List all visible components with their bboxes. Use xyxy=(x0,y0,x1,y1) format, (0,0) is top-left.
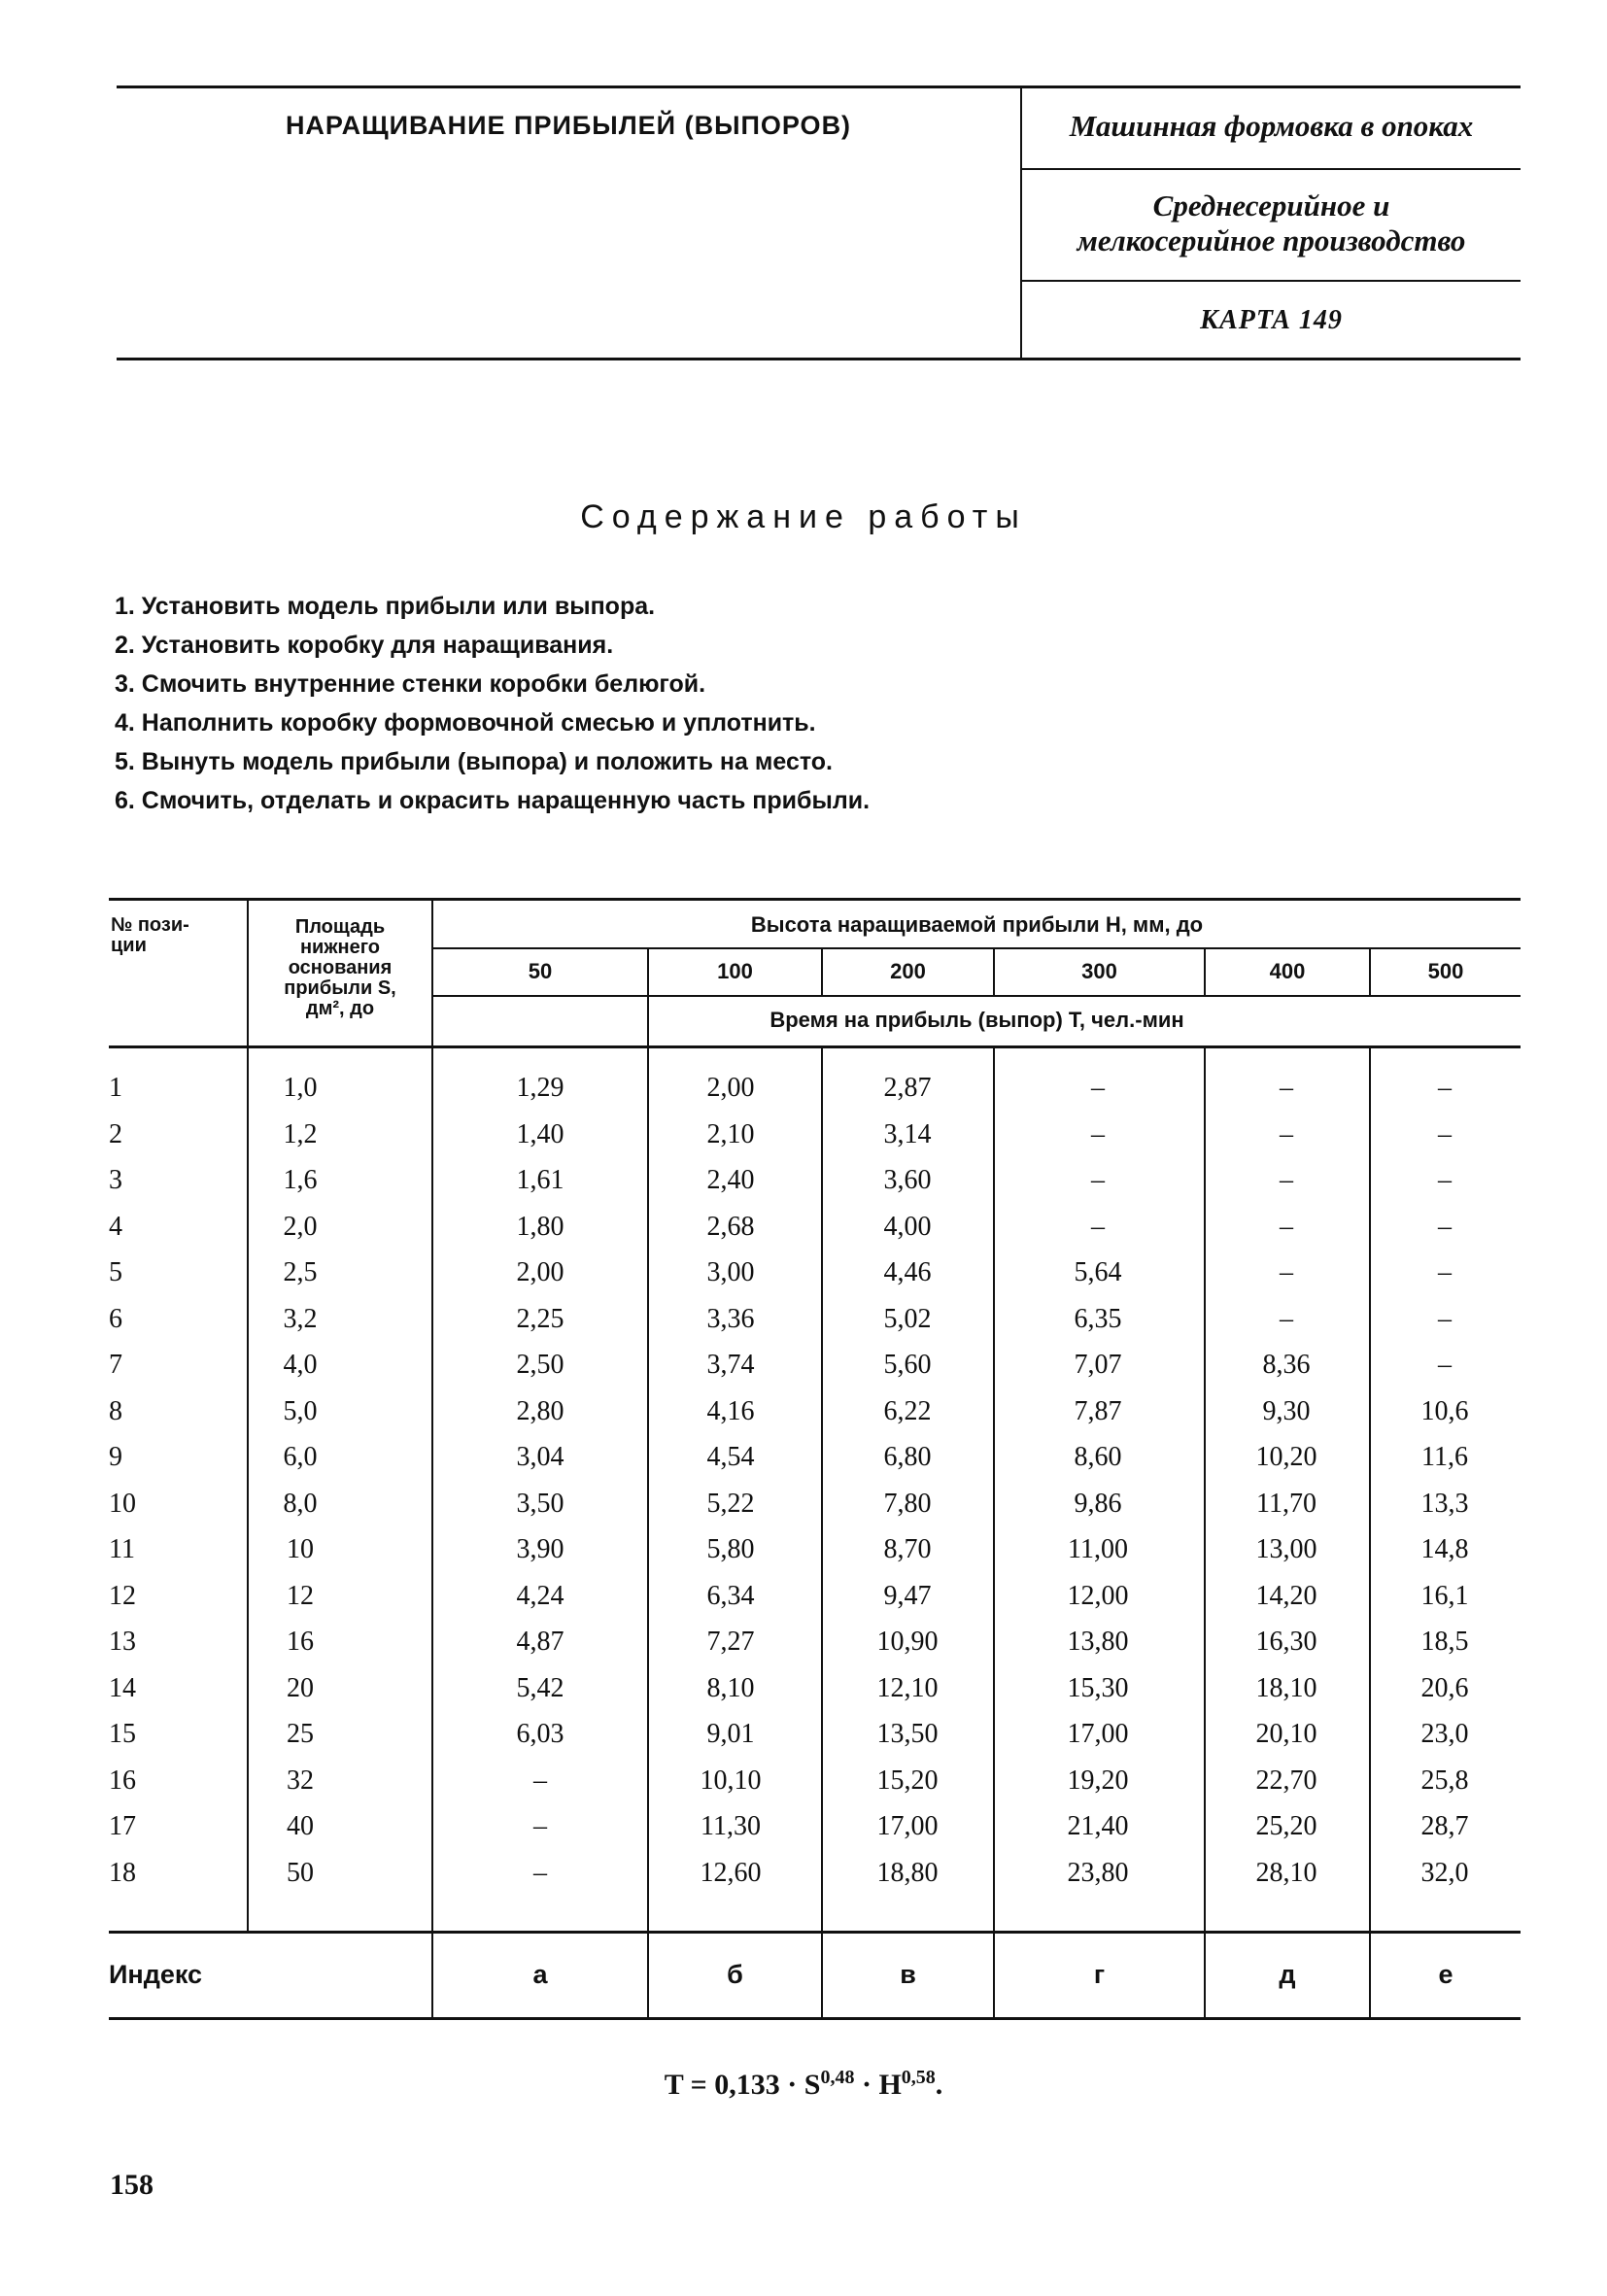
table-body-bottom-rule xyxy=(109,1931,1521,1934)
time-value: 8,10 xyxy=(706,1672,755,1703)
index-a: а xyxy=(532,1960,548,1989)
index-label: Индекс xyxy=(109,1960,203,1989)
row-position: 13 xyxy=(109,1627,136,1657)
time-value: 3,04 xyxy=(516,1442,564,1472)
row-position: 14 xyxy=(109,1672,136,1703)
time-value: – xyxy=(1280,1165,1293,1195)
time-value: – xyxy=(1091,1118,1105,1149)
header-cell-divider xyxy=(1022,168,1521,170)
time-value: 16,1 xyxy=(1420,1580,1469,1611)
time-value: 5,64 xyxy=(1074,1257,1122,1287)
formula-lhs: T = 0,133 · S xyxy=(664,2069,821,2101)
row-position: 16 xyxy=(109,1765,136,1796)
index-g: г xyxy=(1093,1960,1106,1989)
time-value: 7,87 xyxy=(1074,1395,1122,1426)
time-value: 17,00 xyxy=(876,1811,939,1841)
formula-mid: · H xyxy=(854,2069,902,2101)
time-value: 2,87 xyxy=(883,1073,932,1103)
time-value: 15,20 xyxy=(876,1765,939,1796)
time-value: 4,24 xyxy=(516,1580,564,1611)
time-value: 3,00 xyxy=(706,1257,755,1287)
time-value: 12,00 xyxy=(1067,1580,1129,1611)
time-value: 12,10 xyxy=(876,1672,939,1703)
table-column-rule xyxy=(1204,1045,1206,2017)
time-value: 11,70 xyxy=(1256,1488,1316,1519)
time-value: 7,07 xyxy=(1074,1350,1122,1380)
table-column-rule xyxy=(431,898,433,2017)
table-rule xyxy=(431,947,1521,949)
header-bottom-rule xyxy=(117,358,1521,360)
time-value: 3,74 xyxy=(706,1350,755,1380)
height-400-header: 400 xyxy=(1269,959,1306,983)
time-value: 4,46 xyxy=(883,1257,932,1287)
formula-exponent-s: 0,48 xyxy=(820,2067,855,2088)
time-value: 7,27 xyxy=(706,1627,755,1657)
row-position: 12 xyxy=(109,1580,136,1611)
time-value: 3,50 xyxy=(516,1488,564,1519)
area-column-header: Площадь нижнего основания прибыли S, дм², до xyxy=(284,916,396,1019)
work-step: 6. Смочить, отделать и окрасить наращенную часть прибыли. xyxy=(115,787,871,814)
card-number: КАРТА 149 xyxy=(1200,305,1343,335)
row-position: 18 xyxy=(109,1857,136,1888)
time-value: 10,20 xyxy=(1255,1442,1317,1472)
time-value: 2,00 xyxy=(706,1073,755,1103)
index-v: в xyxy=(900,1960,916,1989)
row-area: 32 xyxy=(287,1765,314,1796)
row-area: 8,0 xyxy=(283,1488,318,1519)
time-value: 16,30 xyxy=(1255,1627,1317,1657)
header-cell-divider xyxy=(1022,280,1521,282)
time-value: 25,20 xyxy=(1255,1811,1317,1841)
page-number: 158 xyxy=(110,2169,154,2201)
time-value: 18,80 xyxy=(876,1857,939,1888)
row-position: 11 xyxy=(109,1534,135,1564)
row-position: 17 xyxy=(109,1811,136,1841)
time-value: – xyxy=(1280,1073,1293,1103)
row-area: 3,2 xyxy=(283,1303,318,1334)
production-type-line-2: мелкосерийное производство xyxy=(1077,223,1466,257)
time-value: 6,03 xyxy=(516,1719,564,1749)
time-value: 2,68 xyxy=(706,1211,755,1242)
time-value: 6,80 xyxy=(883,1442,932,1472)
time-value: – xyxy=(1091,1073,1105,1103)
row-area: 25 xyxy=(287,1719,314,1749)
work-step: 5. Вынуть модель прибыли (выпора) и положить на место. xyxy=(115,748,833,775)
time-value: 8,70 xyxy=(883,1534,932,1564)
time-value: 32,0 xyxy=(1420,1857,1469,1888)
time-value: 10,90 xyxy=(876,1627,939,1657)
time-value: 23,0 xyxy=(1420,1719,1469,1749)
index-d: д xyxy=(1279,1960,1296,1989)
page-title: НАРАЩИВАНИЕ ПРИБЫЛЕЙ (ВЫПОРОВ) xyxy=(285,111,852,140)
time-value: 6,34 xyxy=(706,1580,755,1611)
time-value: 18,5 xyxy=(1420,1627,1469,1657)
time-value: 11,30 xyxy=(701,1811,761,1841)
time-value: 9,30 xyxy=(1262,1395,1311,1426)
time-value: 9,01 xyxy=(706,1719,755,1749)
time-value: – xyxy=(533,1765,547,1796)
time-value: 7,80 xyxy=(883,1488,932,1519)
time-norm-table xyxy=(109,898,1521,2020)
work-step: 4. Наполнить коробку формовочной смесью и уплотнить. xyxy=(115,709,816,737)
row-position: 7 xyxy=(109,1350,122,1380)
time-value: 4,87 xyxy=(516,1627,564,1657)
time-value: 9,86 xyxy=(1074,1488,1122,1519)
time-value: 5,60 xyxy=(883,1350,932,1380)
time-value: 10,6 xyxy=(1420,1395,1469,1426)
row-area: 6,0 xyxy=(283,1442,318,1472)
row-position: 15 xyxy=(109,1719,136,1749)
time-value: 2,25 xyxy=(516,1303,564,1334)
row-position: 1 xyxy=(109,1073,122,1103)
time-value: 11,6 xyxy=(1421,1442,1468,1472)
time-value: 2,50 xyxy=(516,1350,564,1380)
table-bottom-rule xyxy=(109,2017,1521,2020)
row-position: 2 xyxy=(109,1118,122,1149)
forming-method: Машинная формовка в опоках xyxy=(1069,109,1474,143)
time-value: 1,61 xyxy=(516,1165,564,1195)
time-value: 3,90 xyxy=(516,1534,564,1564)
time-value: 18,10 xyxy=(1255,1672,1317,1703)
row-area: 1,6 xyxy=(283,1165,318,1195)
height-500-header: 500 xyxy=(1427,959,1464,983)
production-type-line-1: Среднесерийное и xyxy=(1152,188,1390,223)
row-area: 2,0 xyxy=(283,1211,318,1242)
time-value: 13,00 xyxy=(1255,1534,1317,1564)
time-value: 22,70 xyxy=(1255,1765,1317,1796)
production-type xyxy=(1022,188,1521,258)
row-area: 10 xyxy=(287,1534,314,1564)
row-position: 10 xyxy=(109,1488,136,1519)
time-value: – xyxy=(533,1857,547,1888)
formula-end: . xyxy=(935,2069,943,2101)
header-top-rule xyxy=(117,86,1521,88)
time-value: 1,80 xyxy=(516,1211,564,1242)
time-value: 4,54 xyxy=(706,1442,755,1472)
height-200-header: 200 xyxy=(890,959,926,983)
time-value: – xyxy=(1438,1073,1452,1103)
time-value: 6,22 xyxy=(883,1395,932,1426)
time-value: – xyxy=(533,1811,547,1841)
time-value: 5,42 xyxy=(516,1672,564,1703)
time-value: 15,30 xyxy=(1067,1672,1129,1703)
time-value: 23,80 xyxy=(1067,1857,1129,1888)
time-value: 13,3 xyxy=(1420,1488,1469,1519)
time-value: 11,00 xyxy=(1068,1534,1128,1564)
index-b: б xyxy=(727,1960,743,1989)
table-column-rule xyxy=(993,1045,995,2017)
time-value: 2,40 xyxy=(706,1165,755,1195)
row-position: 8 xyxy=(109,1395,122,1426)
time-value: – xyxy=(1280,1303,1293,1334)
row-area: 40 xyxy=(287,1811,314,1841)
time-value: – xyxy=(1280,1257,1293,1287)
time-value: 2,80 xyxy=(516,1395,564,1426)
time-value: 8,60 xyxy=(1074,1442,1122,1472)
time-value: 5,22 xyxy=(706,1488,755,1519)
row-area: 20 xyxy=(287,1672,314,1703)
row-area: 12 xyxy=(287,1580,314,1611)
work-steps-list xyxy=(115,587,870,820)
table-header-bottom-rule xyxy=(109,1045,1521,1048)
height-300-header: 300 xyxy=(1081,959,1117,983)
row-area: 4,0 xyxy=(283,1350,318,1380)
time-value: 6,35 xyxy=(1074,1303,1122,1334)
time-value: – xyxy=(1438,1303,1452,1334)
row-area: 2,5 xyxy=(283,1257,318,1287)
time-value: – xyxy=(1438,1118,1452,1149)
table-top-rule xyxy=(109,898,1521,901)
time-value: 17,00 xyxy=(1067,1719,1129,1749)
time-value: 8,36 xyxy=(1262,1350,1311,1380)
row-position: 6 xyxy=(109,1303,122,1334)
time-value: – xyxy=(1280,1211,1293,1242)
time-value: 2,00 xyxy=(516,1257,564,1287)
time-value: – xyxy=(1091,1165,1105,1195)
row-area: 1,2 xyxy=(283,1118,318,1149)
table-rule xyxy=(431,995,1521,997)
table-column-rule xyxy=(1369,1045,1371,2017)
time-value: 25,8 xyxy=(1420,1765,1469,1796)
time-value: 1,29 xyxy=(516,1073,564,1103)
time-value: 20,10 xyxy=(1255,1719,1317,1749)
time-value: 28,7 xyxy=(1420,1811,1469,1841)
height-header: Высота наращиваемой прибыли H, мм, до xyxy=(750,912,1204,937)
time-value: 5,80 xyxy=(706,1534,755,1564)
time-value: – xyxy=(1438,1350,1452,1380)
time-value: 3,36 xyxy=(706,1303,755,1334)
time-header: Время на прибыль (выпор) T, чел.-мин xyxy=(769,1008,1184,1032)
row-position: 9 xyxy=(109,1442,122,1472)
section-title: Содержание работы xyxy=(580,498,1027,535)
height-50-header: 50 xyxy=(528,959,553,983)
table-column-rule xyxy=(821,1045,823,2017)
time-value: – xyxy=(1280,1118,1293,1149)
time-value: 5,02 xyxy=(883,1303,932,1334)
index-e: е xyxy=(1438,1960,1453,1989)
height-100-header: 100 xyxy=(717,959,753,983)
time-value: 20,6 xyxy=(1420,1672,1469,1703)
time-formula xyxy=(0,2067,1607,2102)
time-value: – xyxy=(1438,1257,1452,1287)
row-area: 50 xyxy=(287,1857,314,1888)
time-value: 14,20 xyxy=(1255,1580,1317,1611)
time-value: 13,50 xyxy=(876,1719,939,1749)
time-value: 14,8 xyxy=(1420,1534,1469,1564)
row-position: 4 xyxy=(109,1211,122,1242)
time-value: 10,10 xyxy=(700,1765,762,1796)
time-value: 19,20 xyxy=(1067,1765,1129,1796)
row-area: 16 xyxy=(287,1627,314,1657)
card-header xyxy=(117,86,1521,360)
time-value: – xyxy=(1091,1211,1105,1242)
time-value: 13,80 xyxy=(1067,1627,1129,1657)
time-value: 4,16 xyxy=(706,1395,755,1426)
position-column-header: № пози- ции xyxy=(111,914,189,956)
row-area: 5,0 xyxy=(283,1395,318,1426)
time-value: – xyxy=(1438,1211,1452,1242)
time-value: – xyxy=(1438,1165,1452,1195)
time-value: 3,60 xyxy=(883,1165,932,1195)
work-step: 3. Смочить внутренние стенки коробки белюгой. xyxy=(115,670,706,698)
table-column-rule xyxy=(647,947,649,2017)
work-step: 1. Установить модель прибыли или выпора. xyxy=(115,593,656,620)
time-value: 1,40 xyxy=(516,1118,564,1149)
row-position: 3 xyxy=(109,1165,122,1195)
time-value: 2,10 xyxy=(706,1118,755,1149)
work-step: 2. Установить коробку для наращивания. xyxy=(115,632,614,659)
time-value: 9,47 xyxy=(883,1580,932,1611)
row-position: 5 xyxy=(109,1257,122,1287)
time-value: 3,14 xyxy=(883,1118,932,1149)
formula-exponent-h: 0,58 xyxy=(901,2067,936,2088)
row-area: 1,0 xyxy=(283,1073,318,1103)
time-value: 12,60 xyxy=(700,1857,762,1888)
time-value: 4,00 xyxy=(883,1211,932,1242)
time-value: 21,40 xyxy=(1067,1811,1129,1841)
time-value: 28,10 xyxy=(1255,1857,1317,1888)
